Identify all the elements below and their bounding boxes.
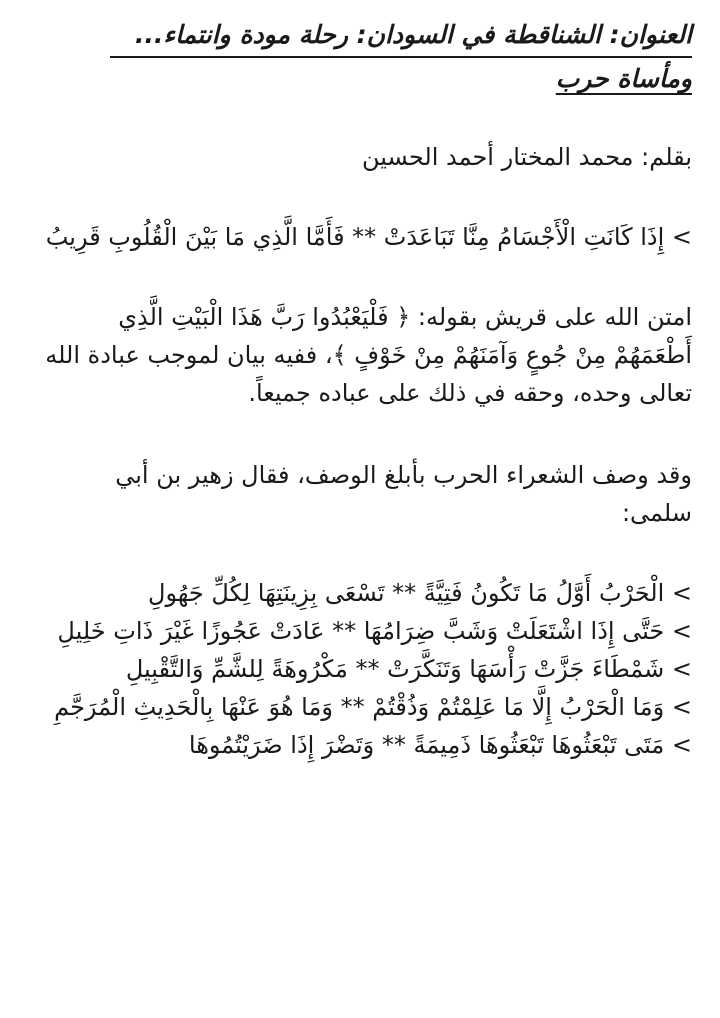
- poem-line: > وَمَا الْحَرْبُ إِلَّا مَا عَلِمْتُمْ وَذُقْتُمْ ** وَمَا هُوَ عَنْهَا بِالْحَدِيثِ الْمُرَجَّمِ: [54, 693, 692, 721]
- article-title: [40, 14, 692, 100]
- poem-line: > حَتَّى إِذَا اشْتَعَلَتْ وَشَبَّ ضِرَامُهَا ** عَادَتْ عَجُوزًا غَيْرَ ذَاتِ خَلِيلِ: [57, 617, 692, 645]
- poem-line: > الْحَرْبُ أَوَّلُ مَا تَكُونُ فَتِيَّةً ** تَسْعَى بِزِينَتِهَا لِكُلِّ جَهُولِ: [148, 579, 692, 607]
- opening-verse: > إِذَا كَانَتِ الْأَجْسَامُ مِنَّا تَبَاعَدَتْ ** فَأَمَّا الَّذِي مَا بَيْنَ الْقُلُوبِ قَرِيبُ: [45, 223, 692, 251]
- paragraph-quraysh: امتن الله على قريش بقوله: ﴿ فَلْيَعْبُدُوا رَبَّ هَذَا الْبَيْتِ الَّذِي أَطْعَمَهُمْ مِنْ جُوعٍ وَآمَنَهُمْ مِنْ خَوْفٍ ﴾، ففيه بيان لموجب عبادة الله تعالى وحده، وحقه في ذلك على عباده جميعاً.: [45, 303, 692, 407]
- author-byline: بقلم: محمد المختار أحمد الحسين: [361, 143, 692, 171]
- poem-block: [40, 574, 692, 764]
- poem-line: > مَتَى تَبْعَثُوهَا تَبْعَثُوهَا ذَمِيمَةً ** وَتَضْرَ إِذَا ضَرَيْتُمُوهَا: [188, 731, 692, 759]
- poem-line: > شَمْطَاءَ جَزَّتْ رَأْسَهَا وَتَنَكَّرَتْ ** مَكْرُوهَةً لِلشَّمِّ وَالتَّقْبِيلِ: [125, 655, 692, 683]
- paragraph-poets: وقد وصف الشعراء الحرب بأبلغ الوصف، فقال زهير بن أبي سلمى:: [115, 461, 692, 527]
- title-line-2: [40, 58, 692, 100]
- title-line-1-text: العنوان: الشناقطة في السودان: رحلة مودة وانتماء...: [134, 20, 692, 49]
- title-line-2-text: ومأساة حرب: [555, 64, 692, 93]
- title-line-1: [110, 14, 692, 58]
